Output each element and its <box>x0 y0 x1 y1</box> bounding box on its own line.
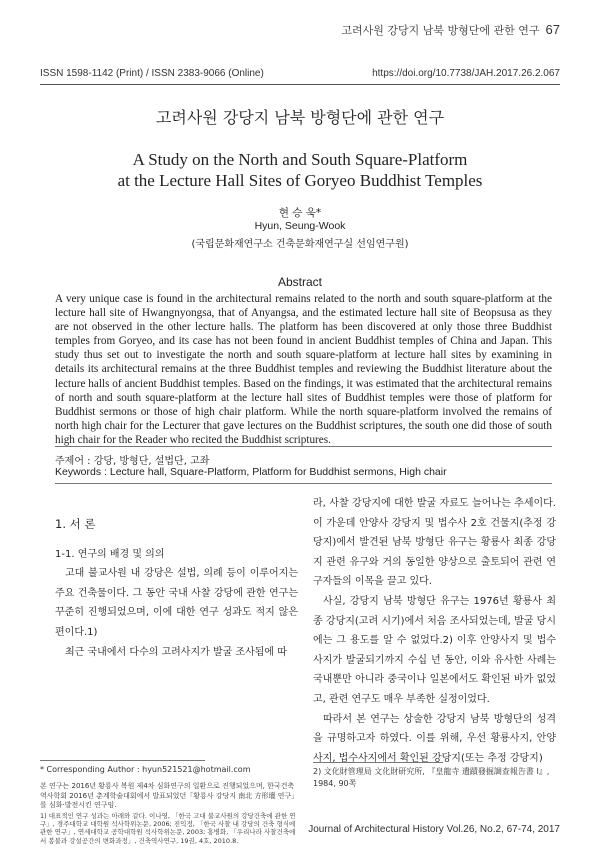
author-korean: 현 승 욱* <box>278 207 322 219</box>
footnotes-right <box>313 766 556 789</box>
keywords-english: Keywords : Lecture hall, Square-Platform, Platform for Buddhist sermons, High chair <box>55 466 447 478</box>
body-right-column <box>313 494 556 768</box>
running-header <box>341 22 560 38</box>
abstract-text: A very unique case is found in the architectural remains related to the north and south square-platform at the lecture hall site of Hwangnyongsa, that of Anyangsa, and the estimated lecture hall site of Beopsusa as they are not observed in the other lecture halls. The platform has been discovered at only those three Buddhist temples from Goryeo, and its case has not been found in ancient Buddhist temples of China and Japan. This study thus set out to investigate the north and south square-platform at lecture hall sites by examining in details its architectural remains at the three Buddhist temples and reviewing the Buddhist literature about the lecture halls of ancient Buddhist temples. Based on the findings, it was estimated that the architectural remains of north and south square-platform at the lecture hall sites of Buddhist temples were those of platform for Buddhist sermons or those of high chair platform. While the north square-platform involved the remains of north high chair for the Lecturer that gave lectures on the Buddhist scriptures, the south one did those of south high chair for the Reader who recited the Buddhist scriptures. <box>55 293 552 446</box>
footnote-2: 2) 文化財管理局 文化財研究所, 『皇龍寺 遺蹟發掘調查報告書 I』, 1984, 90쪽 <box>313 767 550 788</box>
body-left-column <box>55 515 298 662</box>
header-divider <box>40 84 560 85</box>
keywords-korean: 주제어 : 강당, 방형단, 설법단, 고좌 <box>55 456 210 467</box>
author-affiliation: (국립문화재연구소 건축문화재연구실 선임연구원) <box>191 239 409 250</box>
footnote-1: 1) 대표적인 연구 성과는 아래와 같다. 이나영, 「한국 고대 불교사원의 강당건축에 관한 연구」, 경주대학교 대학원 석사학위논문, 2006; 진익정, 「한국 사찰 내 강당의 건축 형식에 관한 연구」, 연세대학교 공학대학원 석사학위논문, 2003; 홍병화, 「우리나라 사찰건축에서 봉불과 강설공간의 변화과정」, 건축역사연구, 19권, 4호, 2010.8. <box>40 812 296 845</box>
issn: ISSN 1598-1142 (Print) / ISSN 2383-9066 (Online) <box>40 68 264 79</box>
doi-link[interactable]: https://doi.org/10.7738/JAH.2017.26.2.067 <box>372 68 560 79</box>
page-number: 67 <box>545 22 560 37</box>
journal-citation: Journal of Architectural History Vol.26, No.2, 67-74, 2017 <box>308 824 560 835</box>
subsection-title: 1-1. 연구의 배경 및 의의 <box>55 548 165 560</box>
body-paragraph: 최근 국내에서 다수의 고려사지가 발굴 조사됨에 따 <box>65 646 287 658</box>
corresponding-author-note: * Corresponding Author : hyun521521@hotmail.com <box>40 765 251 774</box>
body-paragraph: 라, 사찰 강당지에 대한 발굴 자료도 늘어나는 추세이다. 이 가운데 안양사 강당지 및 법수사 2호 건물지(추정 강당지)에서 발견된 남북 방형단 유구는 황룡사 최종 강당지 관련 유구와 거의 동일한 양상으로 출토되어 관련 연구자들의 이목을 끌고 있다. <box>313 498 556 588</box>
title-korean: 고려사원 강당지 남북 방형단에 관한 연구 <box>155 108 445 127</box>
title-english-line2: at the Lecture Hall Sites of Goryeo Buddhist Temples <box>117 171 483 190</box>
author-english: Hyun, Seung-Wook <box>254 220 346 232</box>
running-title: 고려사원 강당지 남북 방형단에 관한 연구 <box>341 24 540 37</box>
body-paragraph: 따라서 본 연구는 상술한 강당지 남북 방형단의 성격을 규명하고자 하였다. 이를 위해, 우선 황룡사지, 안양사지, 법수사지에서 확인된 강당지(또는 추정 강당지) <box>313 713 556 764</box>
section-title: 1. 서 론 <box>55 517 96 531</box>
keywords-divider-bottom <box>55 483 552 484</box>
funding-note: 본 연구는 2016년 황룡사 복원 제4차 심화연구의 일환으로 진행되었으며, 한국건축역사학회 2016년 춘계학술대회에서 발표되었던「황룡사 강당지 南北 方形壇 연구」를 심화·발전시킨 연구임. <box>40 782 295 809</box>
body-paragraph: 고대 불교사원 내 강당은 설법, 의례 등이 이루어지는 주요 건축물이다. 그 동안 국내 사찰 강당에 관한 연구는 꾸준히 진행되었으며, 이에 대한 연구 성과도 적지 않은 편이다.1) <box>55 568 298 638</box>
title-english-line1: A Study on the North and South Square-Platform <box>132 150 468 169</box>
body-paragraph: 사실, 강당지 남북 방형단 유구는 1976년 황룡사 최종 강당지(고려 시기)에서 처음 조사되었는데, 발굴 당시에는 그 용도를 알 수 없었다.2) 이후 안양사지 및 법수사지가 발굴되기까지 수십 년 동안, 이와 유사한 사례는 국내뿐만 아니라 중국이나 일본에서도 확인된 바가 없었고, 관련 연구도 매우 부족한 실정이었다. <box>313 595 556 705</box>
footnote-divider-left <box>40 760 205 761</box>
keywords-divider-top <box>55 446 552 447</box>
footnote-divider-right <box>313 762 443 763</box>
abstract-heading: Abstract <box>277 275 322 289</box>
footnotes-left <box>40 764 298 780</box>
